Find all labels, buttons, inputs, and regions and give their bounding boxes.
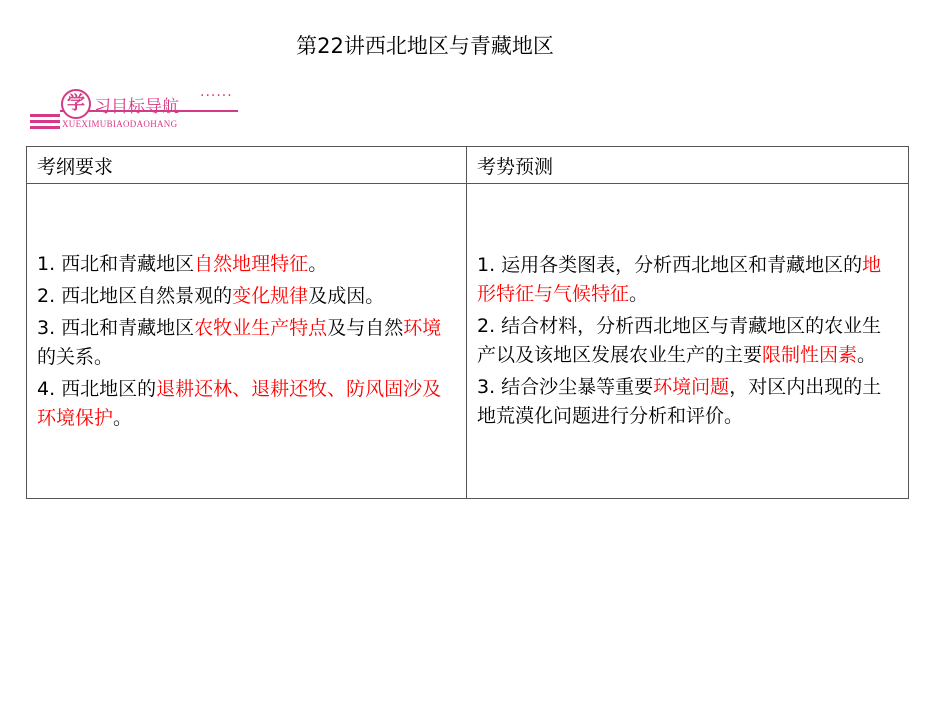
item-highlight: 农牧业生产特点 <box>194 316 328 339</box>
table-header-row <box>27 147 909 184</box>
item-text: 2. 结合材料，分析西北地区与青藏地区的农业生产以及该地区发展农业生产的主要 <box>477 315 882 366</box>
item-text: 。 <box>113 406 133 429</box>
banner-circle-icon: 学 <box>61 89 91 119</box>
table-body-row <box>27 184 909 499</box>
item-text: 3. 结合沙尘暴等重要 <box>477 376 654 398</box>
item-text: 4. 西北地区的 <box>37 377 157 400</box>
banner-heading: 习目标导航 <box>94 97 179 117</box>
item-highlight: 环境 <box>403 316 442 339</box>
forecast-item <box>477 251 900 309</box>
item-text: 。 <box>629 283 649 305</box>
item-highlight: 环境问题 <box>653 376 730 398</box>
banner-pinyin: XUEXIMUBIAODAOHANG <box>62 119 178 129</box>
item-text: 及与自然 <box>327 316 404 339</box>
header-forecast: 考势预测 <box>467 147 909 184</box>
item-highlight: 地形特征与气候特征 <box>477 254 882 305</box>
item-text: 1. 运用各类图表，分析西北地区和青藏地区的 <box>477 254 863 276</box>
syllabus-item <box>37 282 458 311</box>
learning-goals-banner <box>30 86 245 138</box>
item-text: 的关系。 <box>37 345 114 368</box>
page-title <box>0 30 950 60</box>
forecast-item <box>477 373 900 431</box>
item-text: 。 <box>308 252 328 275</box>
goals-table <box>26 146 909 499</box>
item-text: 。 <box>857 344 877 366</box>
banner-stripes <box>30 114 60 132</box>
forecast-item <box>477 312 900 370</box>
syllabus-item <box>37 375 458 433</box>
syllabus-cell <box>27 184 467 499</box>
item-text: 及成因。 <box>308 284 385 307</box>
item-text: 3. 西北和青藏地区 <box>37 316 195 339</box>
forecast-cell <box>467 184 909 499</box>
item-highlight: 限制性因素 <box>762 344 858 366</box>
page-title-text: 第22讲西北地区与青藏地区 <box>296 34 554 58</box>
item-highlight: 自然地理特征 <box>194 252 309 275</box>
item-highlight: 变化规律 <box>232 284 309 307</box>
item-highlight: 退耕还林、退耕还牧、防风固沙及环境保护 <box>37 377 442 429</box>
syllabus-item <box>37 314 458 372</box>
header-syllabus: 考纲要求 <box>27 147 467 184</box>
item-text: 2. 西北地区自然景观的 <box>37 284 233 307</box>
syllabus-item <box>37 250 458 279</box>
banner-dots: ······ <box>200 88 233 104</box>
item-text: 1. 西北和青藏地区 <box>37 252 195 275</box>
item-text: ，对区内出现的土地荒漠化问题进行分析和评价。 <box>477 376 882 427</box>
